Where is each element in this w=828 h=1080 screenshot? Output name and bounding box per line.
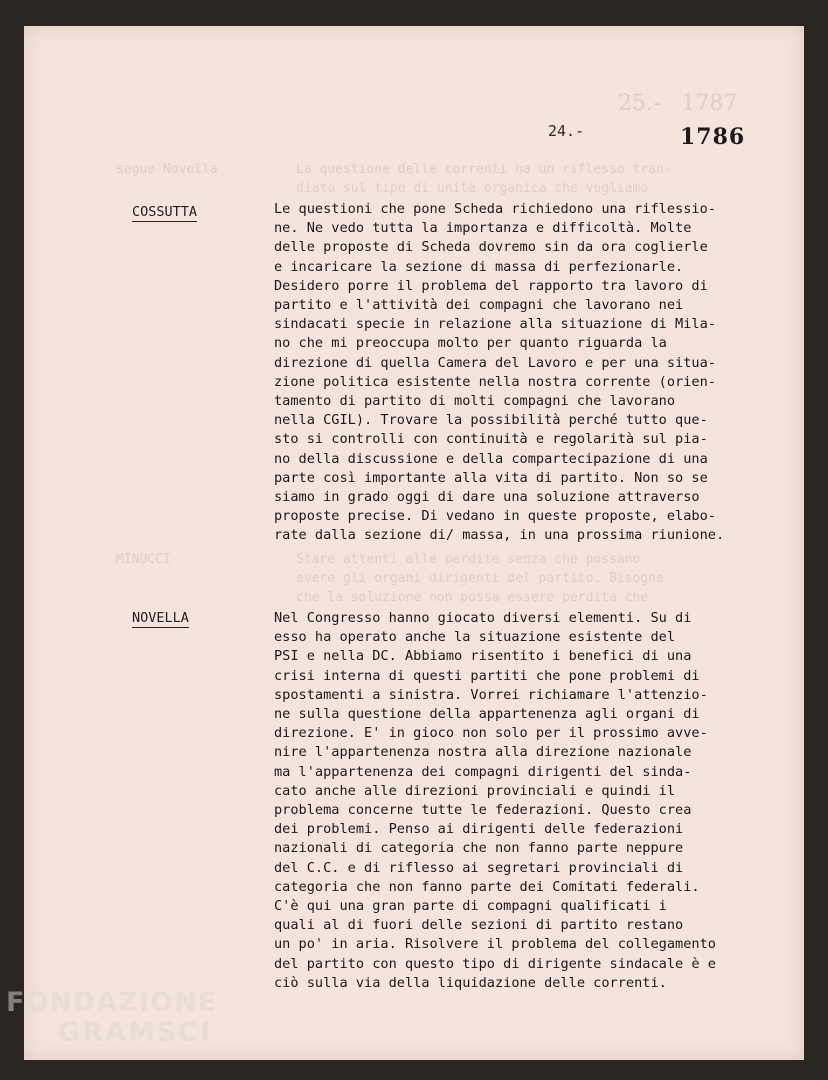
text-line: ma l'appartenenza dei compagni dirigenti del sinda-	[274, 763, 692, 780]
page-label: 24.-	[548, 122, 585, 140]
text-line: direzione di quella Camera del Lavoro e per una situa-	[274, 354, 716, 371]
bleed-through-text: segue Novella La questione delle correnti ha un riflesso tran- diato sul tipo di unità organica che vogliamo	[116, 162, 672, 196]
text-line: Nel Congresso hanno giocato diversi elementi. Su di	[274, 610, 692, 626]
text-line: e incaricare la sezione di massa di perfezionarle.	[274, 258, 684, 275]
text-line: nazionali di categoria che non fanno parte neppure	[274, 840, 684, 857]
text-line: no che mi preoccupa molto per quanto riguarda la	[274, 335, 667, 352]
text-line: siamo in grado oggi di dare una soluzione attraverso	[274, 489, 700, 506]
text-line: crisi interna di questi partiti che pone problemi di	[274, 667, 700, 684]
speech-text	[274, 609, 802, 993]
text-line: ne. Ne vedo tutta la importanza e difficoltà. Molte	[274, 220, 692, 237]
text-line: un po' in aria. Risolvere il problema del collegamento	[274, 936, 716, 953]
text-line: rate dalla sezione di/ massa, in una prossima riunione.	[274, 527, 725, 544]
text-line: partito e l'attività dei compagni che lavorano nei	[274, 297, 684, 314]
text-line: sto si controlli con continuità e regolarità sul pia-	[274, 431, 708, 448]
text-line: esso ha operato anche la situazione esistente del	[274, 629, 676, 646]
text-line: direzione. E' in gioco non solo per il prossimo avve-	[274, 725, 708, 742]
text-line: ne sulla questione della appartenenza agli organi di	[274, 706, 700, 723]
text-line: PSI e nella DC. Abbiamo risentito i benefici di una	[274, 648, 692, 665]
text-line: no della discussione e della compartecipazione di una	[274, 450, 708, 467]
speech-text	[274, 200, 802, 546]
text-line: cato anche alle direzioni provinciali e quindi il	[274, 782, 676, 799]
text-line: C'è qui una gran parte di compagni qualificati i	[274, 898, 667, 915]
bleed-through-number: 25.- 1787	[618, 91, 738, 116]
speaker-name: NOVELLA	[132, 610, 189, 626]
text-line: tamento di partito di molti compagni che lavorano	[274, 393, 676, 410]
text-line: zione politica esistente nella nostra corrente (orien-	[274, 373, 716, 390]
text-line: categoria che non fanno parte dei Comitati federali.	[274, 878, 700, 895]
text-line: delle proposte di Scheda dovremo sin da ora coglierle	[274, 239, 708, 256]
text-line: sindacati specie in relazione alla situazione di Mila-	[274, 316, 716, 333]
text-line: proposte precise. Di vedano in queste proposte, elabo-	[274, 508, 716, 525]
text-line: problema concerne tutte le federazioni. Questo crea	[274, 802, 692, 819]
text-line: quali al di fuori delle sezioni di partito restano	[274, 917, 684, 934]
text-line: nella CGIL). Trovare la possibilità perché tutto que-	[274, 412, 708, 429]
text-line: del partito con questo tipo di dirigente sindacale è e	[274, 955, 716, 972]
text-line: dei problemi. Penso ai dirigenti delle federazioni	[274, 821, 684, 838]
page-number: 1786	[680, 124, 746, 150]
text-line: nire l'appartenenza nostra alla direzione nazionale	[274, 744, 692, 761]
text-line: ciò sulla via della liquidazione delle correnti.	[274, 974, 667, 991]
text-line: del C.C. e di riflesso ai segretari provinciali di	[274, 859, 684, 876]
archive-watermark	[6, 988, 217, 1048]
speaker-name: COSSUTTA	[132, 204, 198, 220]
text-line: Desidero porre il problema del rapporto tra lavoro di	[274, 277, 708, 294]
text-line: spostamenti a sinistra. Vorrei richiamare l'attenzio-	[274, 686, 708, 703]
watermark-line: FONDAZIONE	[6, 987, 217, 1018]
document-page	[24, 26, 804, 1060]
text-line: parte così importante alla vita di partito. Non so se	[274, 469, 708, 486]
text-line: Le questioni che pone Scheda richiedono una riflessio-	[274, 201, 716, 217]
bleed-through-text: MINUCCI Stare attenti alle perdite senza che possano avere gli organi dirigenti del partito. Bisogna che la soluzione non possa essere perdita che	[116, 552, 664, 605]
watermark-line: GRAMSCI	[58, 1017, 213, 1048]
